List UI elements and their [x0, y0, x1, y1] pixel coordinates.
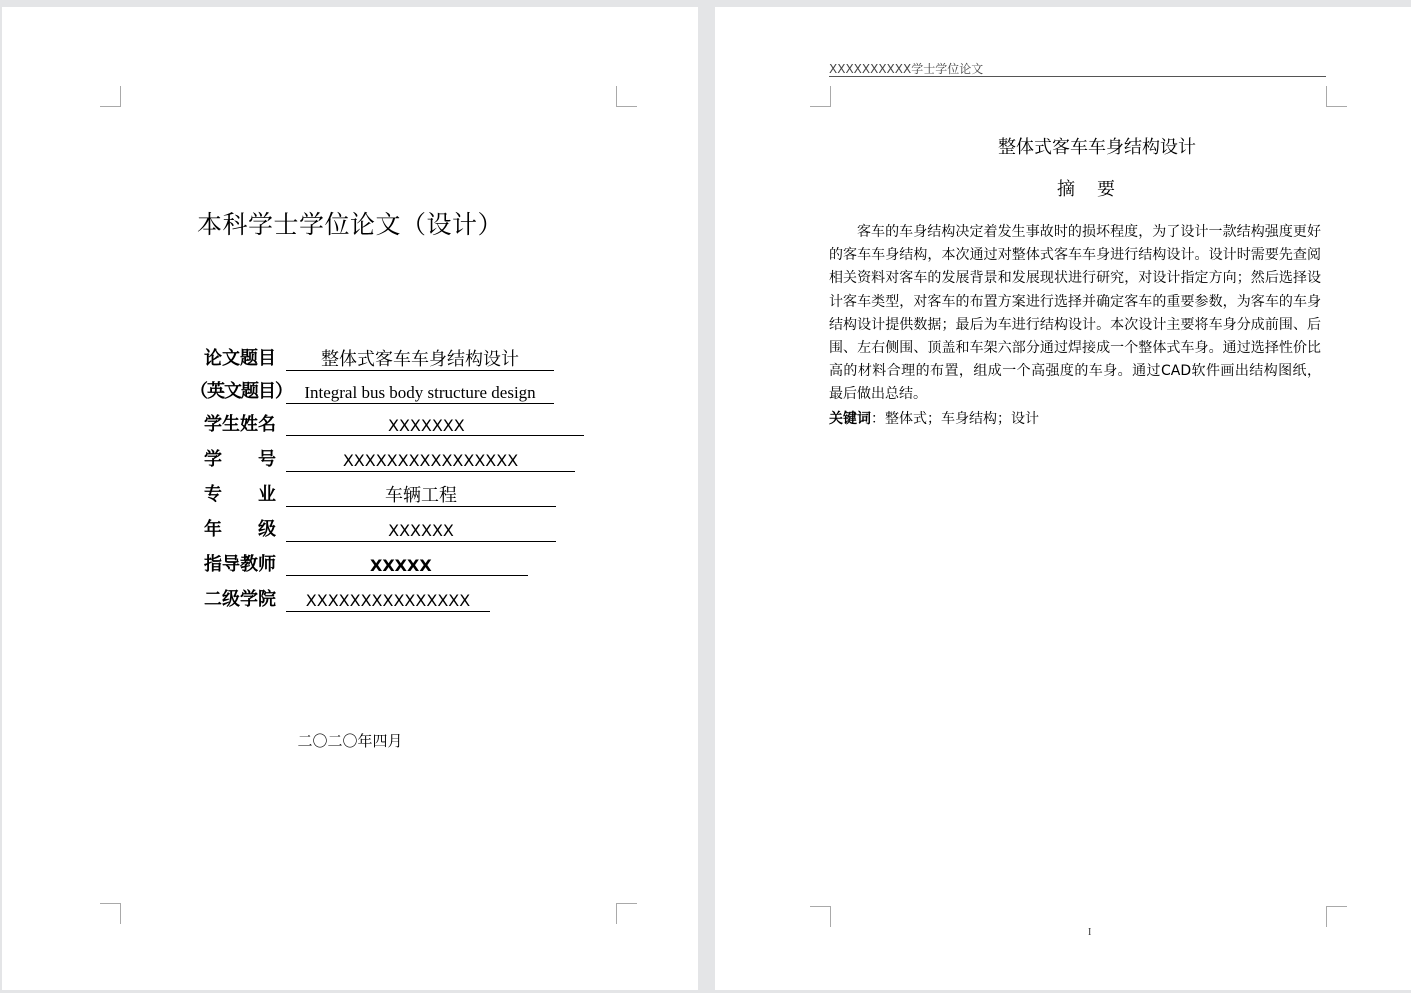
field-label: 指导教师 [204, 554, 276, 575]
field-value: 整体式客车车身结构设计 [286, 347, 554, 371]
field-label: 论文题目 [204, 348, 276, 369]
page-header: XXXXXXXXXX学士学位论文 [829, 62, 984, 76]
crop-mark-bottom-right [1326, 906, 1347, 927]
abstract-heading: 摘要 [1057, 179, 1137, 200]
abstract-body: 客车的车身结构决定着发生事故时的损坏程度，为了设计一款结构强度更好的客车车身结构，本次通过对整体式客车车身进行结构设计。设计时需要先查阅相关资料对客车的发展背景和发展现状进行研究，对设计指定方向；然后选择设计客车类型，对客车的布置方案进行选择并确定客车的重要参数，为客车的车身结构设计提供数据；最后为车进行结构设计。本次设计主要将车身分成前围、后围、左右侧围、顶盖和车架六部分通过焊接成一个整体式车身。通过选择性价比高的材料合理的布置，组成一个高强度的车身。通过CAD软件画出结构图纸，最后做出总结。 [829, 224, 1321, 403]
abstract-page [715, 7, 1411, 990]
field-value: Integral bus body structure design [286, 380, 554, 404]
crop-mark-top-left [810, 86, 831, 107]
crop-mark-top-right [616, 86, 637, 107]
field-label: （英文题目） [190, 381, 292, 402]
field-value: XXXXX [286, 553, 528, 576]
abstract-title: 整体式客车车身结构设计 [998, 137, 1196, 158]
crop-mark-bottom-left [810, 906, 831, 927]
field-value: XXXXXXX [286, 413, 584, 436]
crop-mark-top-left [100, 86, 121, 107]
keywords-text: ：整体式；车身结构；设计 [871, 411, 1039, 427]
header-rule [829, 76, 1326, 77]
abstract-keywords [829, 408, 1039, 431]
field-label: 年 级 [204, 519, 276, 540]
field-label: 二级学院 [204, 589, 276, 610]
field-value: 车辆工程 [286, 483, 556, 507]
cover-page [2, 7, 698, 990]
field-value: XXXXXX [286, 518, 556, 542]
field-value: XXXXXXXXXXXXXXX [286, 588, 490, 612]
page-number: I [1088, 927, 1092, 938]
field-value: XXXXXXXXXXXXXXXX [286, 448, 575, 472]
field-label: 学 号 [204, 449, 276, 470]
field-label: 专 业 [204, 484, 276, 505]
field-label: 学生姓名 [204, 414, 276, 435]
crop-mark-top-right [1326, 86, 1347, 107]
cover-title: 本科学士学位论文（设计） [196, 210, 503, 239]
cover-date: 二〇二〇年四月 [297, 732, 403, 750]
keywords-label: 关键词 [829, 411, 871, 427]
crop-mark-bottom-left [100, 903, 121, 924]
crop-mark-bottom-right [616, 903, 637, 924]
